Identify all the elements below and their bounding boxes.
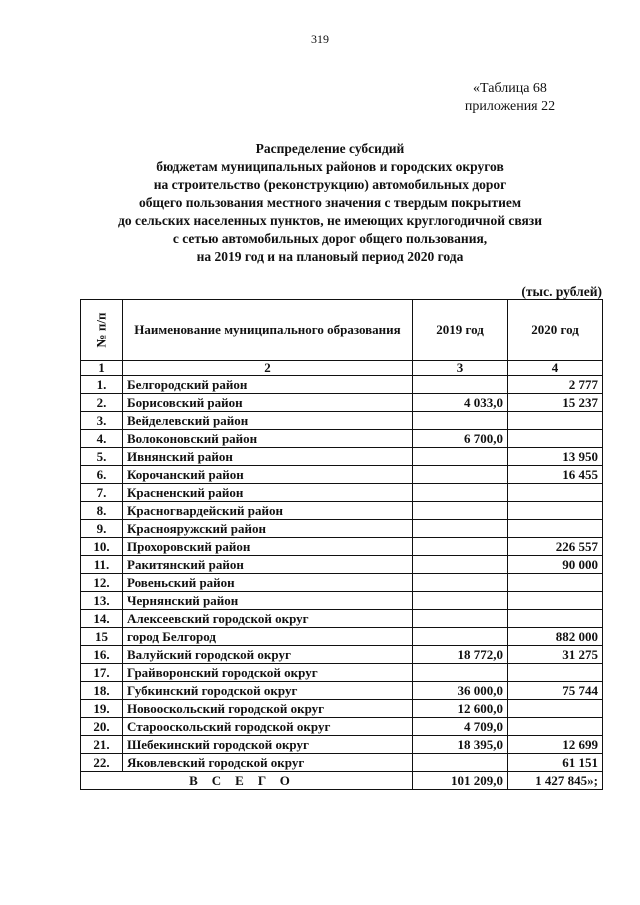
amount-2019 [413, 556, 508, 574]
header-num: № п/п [81, 300, 123, 361]
subsidy-table [80, 299, 603, 790]
municipality-name: город Белгород [123, 628, 413, 646]
amount-2020 [508, 430, 603, 448]
amount-2019: 12 600,0 [413, 700, 508, 718]
amount-2019 [413, 376, 508, 394]
amount-2019 [413, 466, 508, 484]
municipality-name: Краснояружский район [123, 520, 413, 538]
amount-2020: 882 000 [508, 628, 603, 646]
municipality-name: Прохоровский район [123, 538, 413, 556]
amount-2020: 75 744 [508, 682, 603, 700]
row-number: 3. [81, 412, 123, 430]
amount-2020 [508, 520, 603, 538]
title-line: на 2019 год и на плановый период 2020 года [196, 249, 464, 264]
municipality-name: Волоконовский район [123, 430, 413, 448]
municipality-name: Новооскольский городской округ [123, 700, 413, 718]
table-row [81, 466, 603, 484]
municipality-name: Ровеньский район [123, 574, 413, 592]
table-row [81, 736, 603, 754]
municipality-name: Яковлевский городской округ [123, 754, 413, 772]
total-2020: 1 427 845»; [508, 772, 603, 790]
table-row [81, 520, 603, 538]
table-row [81, 754, 603, 772]
municipality-name: Старооскольский городской округ [123, 718, 413, 736]
row-number: 18. [81, 682, 123, 700]
municipality-name: Белгородский район [123, 376, 413, 394]
row-number: 1. [81, 376, 123, 394]
row-number: 13. [81, 592, 123, 610]
table-header-row [81, 300, 603, 361]
amount-2020 [508, 574, 603, 592]
table-reference [440, 80, 580, 116]
table-row [81, 718, 603, 736]
table-row [81, 412, 603, 430]
municipality-name: Грайворонский городской округ [123, 664, 413, 682]
row-number: 11. [81, 556, 123, 574]
row-number: 17. [81, 664, 123, 682]
title-line: бюджетам муниципальных районов и городских округов [156, 159, 504, 174]
amount-2019: 4 709,0 [413, 718, 508, 736]
municipality-name: Ракитянский район [123, 556, 413, 574]
page-number: 319 [311, 32, 329, 46]
column-number-row [81, 361, 603, 376]
amount-2019: 36 000,0 [413, 682, 508, 700]
amount-2019: 18 772,0 [413, 646, 508, 664]
amount-2020 [508, 664, 603, 682]
title-line: общего пользования местного значения с твердым покрытием [138, 195, 522, 210]
row-number: 2. [81, 394, 123, 412]
amount-2019 [413, 412, 508, 430]
table-row [81, 430, 603, 448]
amount-2020 [508, 700, 603, 718]
amount-2020: 2 777 [508, 376, 603, 394]
amount-2019: 4 033,0 [413, 394, 508, 412]
table-row [81, 592, 603, 610]
total-row [81, 772, 603, 790]
municipality-name: Ивнянский район [123, 448, 413, 466]
amount-2019 [413, 538, 508, 556]
amount-2020: 12 699 [508, 736, 603, 754]
header-name: Наименование муниципального образования [123, 300, 413, 361]
table-row [81, 448, 603, 466]
row-number: 15 [81, 628, 123, 646]
amount-2019: 18 395,0 [413, 736, 508, 754]
row-number: 6. [81, 466, 123, 484]
amount-2020 [508, 718, 603, 736]
municipality-name: Борисовский район [123, 394, 413, 412]
table-row [81, 538, 603, 556]
document-title [60, 140, 600, 266]
table-row [81, 700, 603, 718]
amount-2019 [413, 520, 508, 538]
row-number: 9. [81, 520, 123, 538]
table-row [81, 556, 603, 574]
table-row [81, 502, 603, 520]
amount-2019 [413, 448, 508, 466]
table-row [81, 682, 603, 700]
amount-2020: 13 950 [508, 448, 603, 466]
amount-2019 [413, 610, 508, 628]
title-line: на строительство (реконструкцию) автомобильных дорог [153, 177, 507, 192]
row-number: 7. [81, 484, 123, 502]
amount-2020 [508, 412, 603, 430]
amount-2019 [413, 628, 508, 646]
amount-2019 [413, 754, 508, 772]
amount-2020 [508, 484, 603, 502]
row-number: 4. [81, 430, 123, 448]
column-number: 3 [413, 361, 508, 376]
title-line: с сетью автомобильных дорог общего пользования, [172, 231, 488, 246]
table-row [81, 484, 603, 502]
municipality-name: Алексеевский городской округ [123, 610, 413, 628]
table-row [81, 646, 603, 664]
title-line: Распределение субсидий [255, 141, 405, 156]
total-label: ВСЕГО [81, 772, 413, 790]
column-number: 4 [508, 361, 603, 376]
table-row [81, 394, 603, 412]
title-line: до сельских населенных пунктов, не имеющих круглогодичной связи [118, 213, 542, 228]
header-2019: 2019 год [413, 300, 508, 361]
row-number: 19. [81, 700, 123, 718]
amount-2020: 61 151 [508, 754, 603, 772]
amount-2020 [508, 610, 603, 628]
units-label: (тыс. рублей) [521, 284, 602, 299]
amount-2019 [413, 592, 508, 610]
row-number: 21. [81, 736, 123, 754]
municipality-name: Красненский район [123, 484, 413, 502]
table-row [81, 610, 603, 628]
table-row [81, 628, 603, 646]
table-row [81, 376, 603, 394]
municipality-name: Шебекинский городской округ [123, 736, 413, 754]
amount-2020 [508, 502, 603, 520]
amount-2020 [508, 592, 603, 610]
row-number: 22. [81, 754, 123, 772]
table-row [81, 574, 603, 592]
amount-2019: 6 700,0 [413, 430, 508, 448]
amount-2020: 15 237 [508, 394, 603, 412]
row-number: 16. [81, 646, 123, 664]
row-number: 20. [81, 718, 123, 736]
row-number: 10. [81, 538, 123, 556]
column-number: 1 [81, 361, 123, 376]
row-number: 12. [81, 574, 123, 592]
table-row [81, 664, 603, 682]
row-number: 8. [81, 502, 123, 520]
amount-2020: 31 275 [508, 646, 603, 664]
amount-2020: 90 000 [508, 556, 603, 574]
amount-2020: 16 455 [508, 466, 603, 484]
municipality-name: Валуйский городской округ [123, 646, 413, 664]
amount-2019 [413, 502, 508, 520]
amount-2019 [413, 664, 508, 682]
row-number: 5. [81, 448, 123, 466]
header-2020: 2020 год [508, 300, 603, 361]
amount-2019 [413, 484, 508, 502]
municipality-name: Красногвардейский район [123, 502, 413, 520]
total-2019: 101 209,0 [413, 772, 508, 790]
amount-2020: 226 557 [508, 538, 603, 556]
municipality-name: Губкинский городской округ [123, 682, 413, 700]
amount-2019 [413, 574, 508, 592]
reference-line-2: приложения 22 [464, 99, 556, 114]
municipality-name: Чернянский район [123, 592, 413, 610]
municipality-name: Корочанский район [123, 466, 413, 484]
row-number: 14. [81, 610, 123, 628]
reference-line-1: «Таблица 68 [473, 81, 547, 96]
municipality-name: Вейделевский район [123, 412, 413, 430]
column-number: 2 [123, 361, 413, 376]
